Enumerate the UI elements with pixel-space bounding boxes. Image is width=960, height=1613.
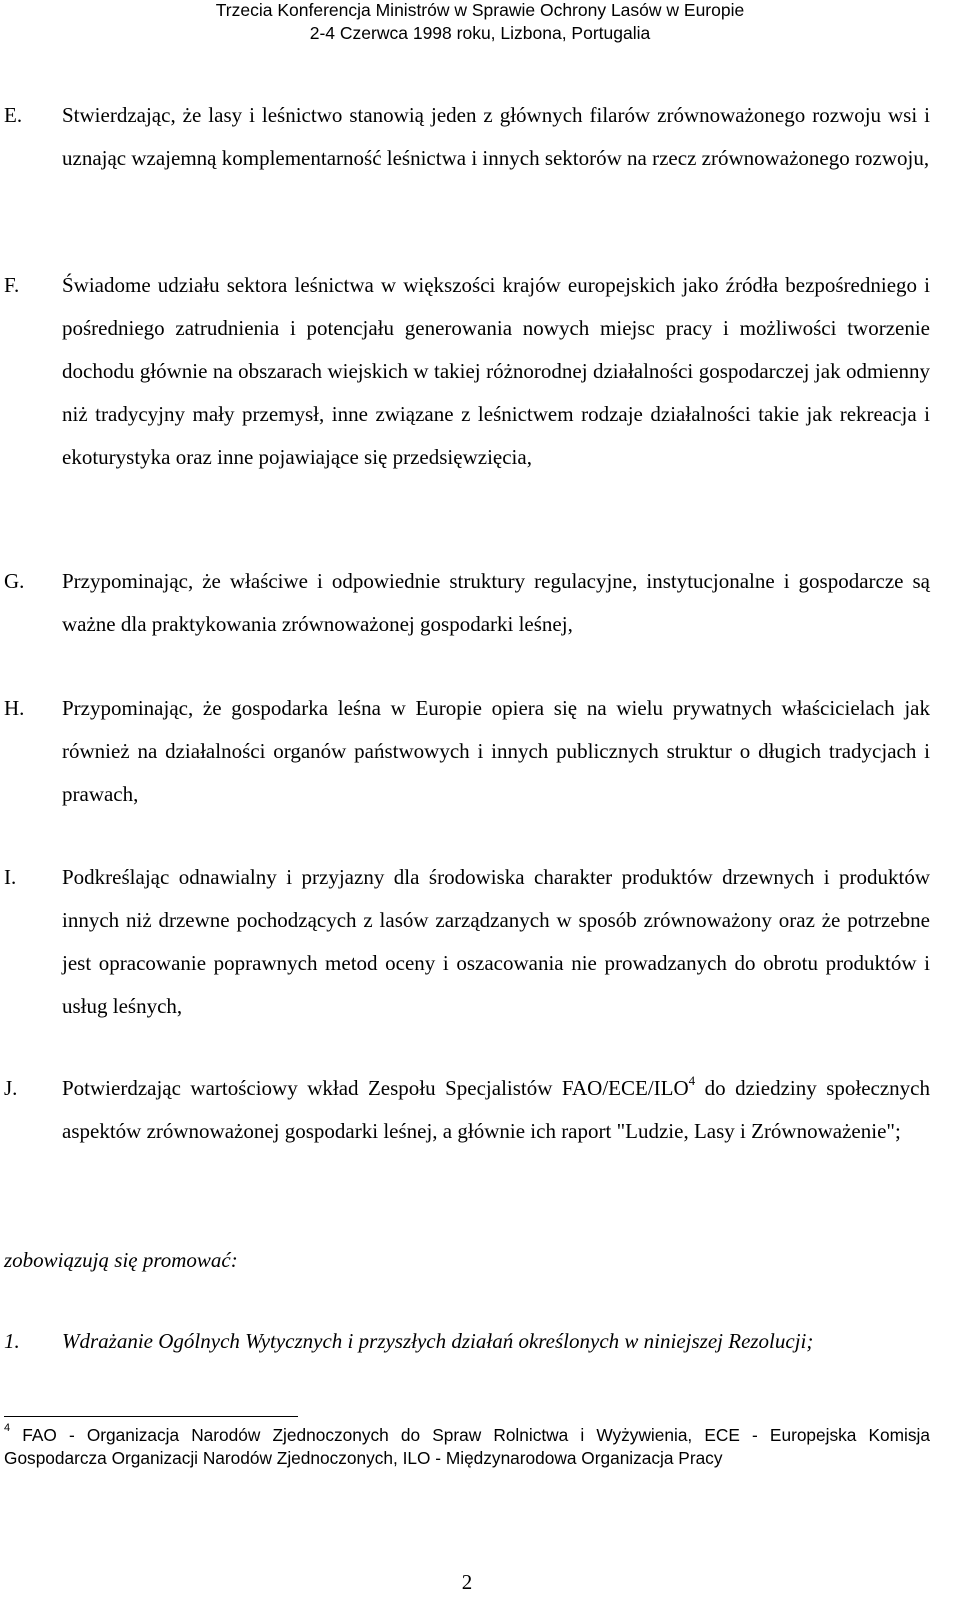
clause-f	[4, 264, 930, 479]
numbered-item-1	[4, 1320, 930, 1363]
clause-label: I.	[4, 865, 17, 889]
clause-i	[4, 856, 930, 1028]
clause-g	[4, 560, 930, 646]
header-conference-title: Trzecia Konferencja Ministrów w Sprawie Ochrony Lasów w Europie	[215, 0, 745, 20]
clause-j	[4, 1067, 930, 1153]
clause-label: G.	[4, 569, 25, 593]
footnote-mark: 4	[4, 1422, 11, 1435]
clause-label: J.	[4, 1076, 18, 1100]
footnote	[4, 1424, 930, 1470]
clause-text	[62, 1067, 930, 1153]
clause-label: F.	[4, 273, 20, 297]
footnote-reference: 4	[688, 1073, 696, 1088]
clause-text: Przypominając, że gospodarka leśna w Europie opiera się na wielu prywatnych właścicielach jak również na działalności organów państwowych i innych publicznych struktur o długich tradycjach i prawach,	[62, 696, 930, 806]
header-date-location: 2-4 Czerwca 1998 roku, Lizbona, Portugalia	[309, 23, 651, 43]
clause-text: Świadome udziału sektora leśnictwa w większości krajów europejskich jako źródła bezpośredniego i pośredniego zatrudnienia i potencjału generowania nowych miejsc pracy i możliwości tworzenie dochodu głównie na obszarach wiejskich w takiej różnorodnej działalności gospodarczej jak odmienny niż tradycyjny mały przemysł, inne związane z leśnictwem rodzaje działalności takie jak rekreacja i ekoturystyka oraz inne pojawiające się przedsięwzięcia,	[62, 273, 930, 469]
clause-text: Przypominając, że właściwe i odpowiednie struktury regulacyjne, instytucjonalne i gospodarcze są ważne dla praktykowania zrównoważonej gospodarki leśnej,	[62, 569, 930, 636]
clause-e	[4, 94, 930, 180]
footnote-text: FAO - Organizacja Narodów Zjednoczonych do Spraw Rolnictwa i Wyżywienia, ECE - Europejska Komisja Gospodarcza Organizacji Narodów Zjednoczonych, ILO - Międzynarodowa Organizacja Pracy	[4, 1425, 930, 1468]
clause-text: Stwierdzając, że lasy i leśnictwo stanowią jeden z głównych filarów zrównoważonego rozwoju wsi i uznając wzajemną komplementarność leśnictwa i innych sektorów na rzecz zrównoważonego rozwoju,	[62, 103, 930, 170]
clause-label: H.	[4, 696, 25, 720]
clause-text: Podkreślając odnawialny i przyjazny dla środowiska charakter produktów drzewnych i produktów innych niż drzewne pochodzących z lasów zarządzanych w sposób zrównoważony oraz że potrzebne jest opracowanie poprawnych metod oceny i oszacowania nie prowadzanych do obrotu produktów i usług leśnych,	[62, 865, 930, 1018]
clause-text-part: Potwierdzając wartościowy wkład Zespołu Specjalistów FAO/ECE/ILO	[62, 1076, 689, 1100]
page-number: 2	[461, 1570, 473, 1594]
item-number: 1.	[4, 1329, 20, 1353]
item-text: Wdrażanie Ogólnych Wytycznych i przyszłych działań określonych w niniejszej Rezolucji;	[62, 1329, 814, 1353]
clause-h	[4, 687, 930, 816]
commitment-heading: zobowiązują się promować:	[4, 1248, 238, 1272]
clause-label: E.	[4, 103, 23, 127]
clause-text-part: do dziedziny społecznych aspektów zrównoważonej gospodarki leśnej, a głównie ich raport "Ludzie, Lasy i Zrównoważenie";	[62, 1076, 930, 1143]
footnote-separator	[4, 1416, 298, 1417]
